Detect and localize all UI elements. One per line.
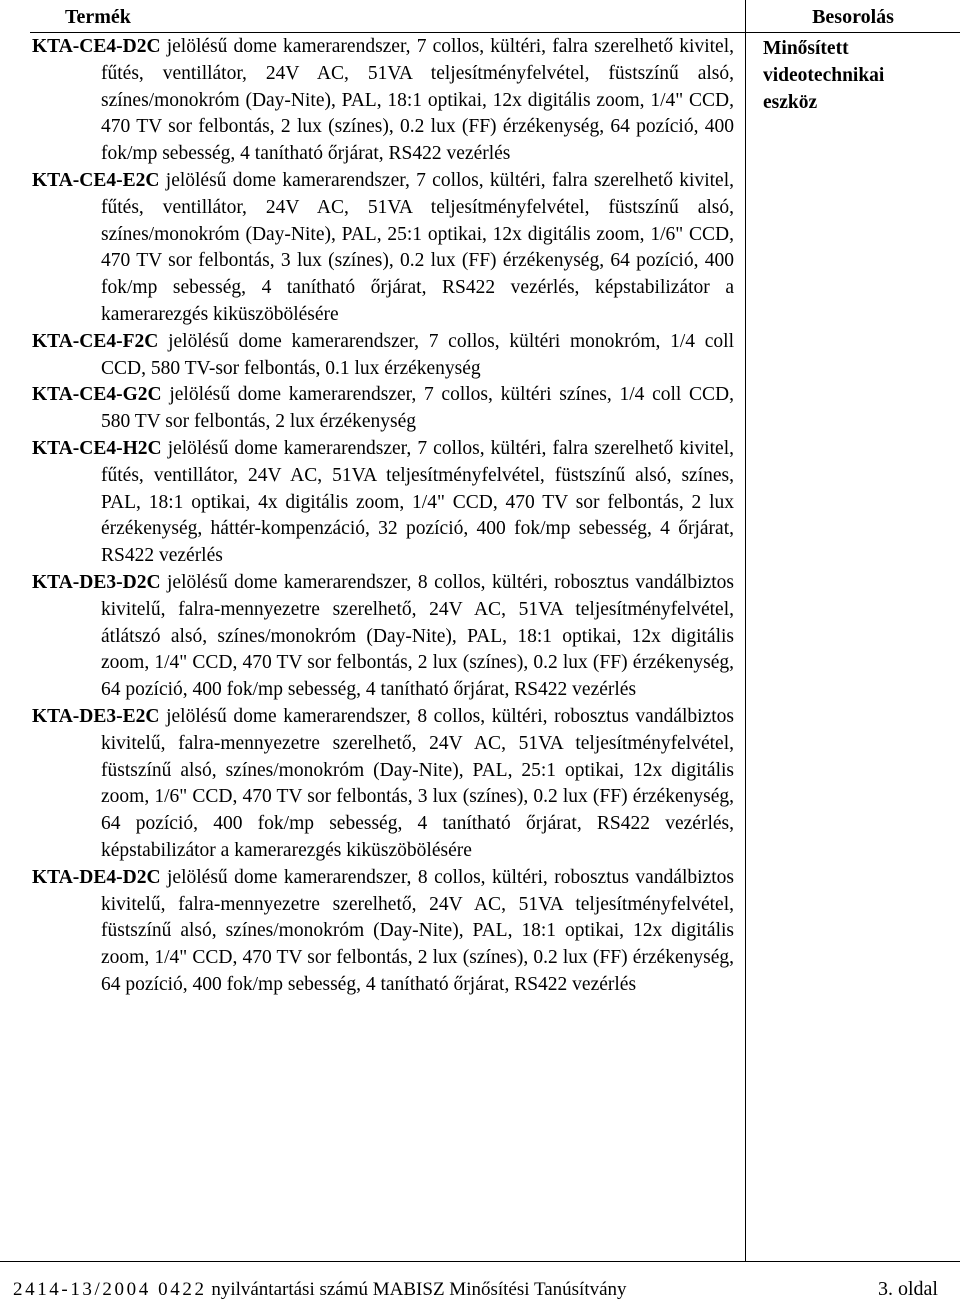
- product-code: KTA-CE4-D2C: [32, 36, 161, 57]
- product-code: KTA-CE4-G2C: [32, 384, 162, 406]
- product-entry: [32, 329, 734, 383]
- table-bottom-border: [0, 1261, 960, 1262]
- column-divider: [745, 0, 746, 1262]
- product-description: jelölésű dome kamerarendszer, 8 collos, kültéri, robosztus vandálbiztos kivitelű, falra-mennyezetre szerelhető, 24V AC, 51VA teljesítményfelvétel, füstszínű alsó, színes/monokróm (Day-Nite), PAL, 18:1 optikai, 12x digitális zoom, 1/4" CCD, 470 TV sor felbontás, 2 lux (színes), 0.2 lux (FF) érzékenység, 64 pozíció, 400 fok/mp sebesség, 4 tanítható őrjárat, RS422 vezérlés: [101, 866, 734, 995]
- product-entry: [32, 168, 734, 329]
- product-entry: [32, 436, 734, 570]
- column-header-product: Termék: [65, 6, 131, 28]
- product-code: KTA-CE4-E2C: [32, 169, 160, 191]
- product-description: jelölésű dome kamerarendszer, 7 collos, kültéri színes, 1/4 coll CCD, 580 TV sor felbontás, 2 lux érzékenység: [101, 384, 734, 433]
- product-code: KTA-CE4-H2C: [32, 437, 162, 459]
- classification-line-3: eszköz: [763, 91, 818, 113]
- product-description: jelölésű dome kamerarendszer, 7 collos, kültéri monokróm, 1/4 coll CCD, 580 TV-sor felbontás, 0.1 lux érzékenység: [101, 330, 734, 379]
- certificate-number: 2414-13/2004 0422: [13, 1279, 207, 1300]
- product-description: jelölésű dome kamerarendszer, 7 collos, kültéri, falra szerelhető kivitel, fűtés, ventillátor, 24V AC, 51VA teljesítményfelvétel, füstszínű alsó, színes, PAL, 18:1 optikai, 4x digitális zoom, 1/4" CCD, 470 TV sor felbontás, 2 lux érzékenység, háttér-kompenzáció, 32 pozíció, 400 fok/mp sebesség, 4 őrjárat, RS422 vezérlés: [101, 437, 734, 567]
- product-description: jelölésű dome kamerarendszer, 8 collos, kültéri, robosztus vandálbiztos kivitelű, falra-mennyezetre szerelhető, 24V AC, 51VA teljesítményfelvétel, füstszínű alsó, színes/monokróm (Day-Nite), PAL, 25:1 optikai, 12x digitális zoom, 1/6" CCD, 470 TV sor felbontás, 3 lux (színes), 0.2 lux (FF) érzékenység, 64 pozíció, 400 fok/mp sebesség, 4 tanítható őrjárat, RS422 vezérlés, képstabilizátor a kamerarezgés kiküszöbölésére: [101, 705, 734, 861]
- product-code: KTA-DE3-E2C: [32, 705, 160, 727]
- product-description: jelölésű dome kamerarendszer, 7 collos, kültéri, falra szerelhető kivitel, fűtés, ventillátor, 24V AC, 51VA teljesítményfelvétel, füstszínű alsó, színes/monokróm (Day-Nite), PAL, 25:1 optikai, 12x digitális zoom, 1/6" CCD, 470 TV sor felbontás, 3 lux (színes), 0.2 lux (FF) érzékenység, 64 pozíció, 400 fok/mp sebesség, 4 tanítható őrjárat, RS422 vezérlés, képstabilizátor a kamerarezgés kiküszöbölésére: [101, 169, 734, 325]
- product-entry: [32, 865, 734, 999]
- product-entry: [32, 34, 734, 168]
- product-entry: [32, 382, 734, 436]
- column-header-classification: Besorolás: [812, 6, 894, 28]
- page-number: 3. oldal: [878, 1278, 938, 1300]
- classification-cell: [763, 36, 953, 116]
- header-divider: [30, 32, 960, 33]
- product-description: jelölésű dome kamerarendszer, 7 collos, kültéri, falra szerelhető kivitel, fűtés, ventillátor, 24V AC, 51VA teljesítményfelvétel, füstszínű alsó, színes/monokróm (Day-Nite), PAL, 18:1 optikai, 12x digitális zoom, 1/4" CCD, 470 TV sor felbontás, 2 lux (színes), 0.2 lux (FF) érzékenység, 64 pozíció, 400 fok/mp sebesség, 4 tanítható őrjárat, RS422 vezérlés: [101, 36, 734, 165]
- product-entry: [32, 570, 734, 704]
- product-code: KTA-DE3-D2C: [32, 571, 161, 593]
- product-description: jelölésű dome kamerarendszer, 8 collos, kültéri, robosztus vandálbiztos kivitelű, falra-mennyezetre szerelhető, 24V AC, 51VA teljesítményfelvétel, átlátszó alsó, színes/monokróm (Day-Nite), PAL, 18:1 optikai, 12x digitális zoom, 1/4" CCD, 470 TV sor felbontás, 2 lux (színes), 0.2 lux (FF) érzékenység, 64 pozíció, 400 fok/mp sebesség, 4 tanítható őrjárat, RS422 vezérlés: [101, 571, 734, 701]
- product-entry: [32, 704, 734, 865]
- classification-line-2: videotechnikai: [763, 64, 885, 86]
- product-code: KTA-CE4-F2C: [32, 330, 159, 352]
- certificate-text: nyilvántartási számú MABISZ Minősítési Tanúsítvány: [206, 1279, 627, 1300]
- classification-line-1: Minősített: [763, 38, 849, 59]
- footer-certificate: [13, 1279, 627, 1301]
- product-code: KTA-DE4-D2C: [32, 866, 161, 888]
- product-list: [32, 34, 734, 999]
